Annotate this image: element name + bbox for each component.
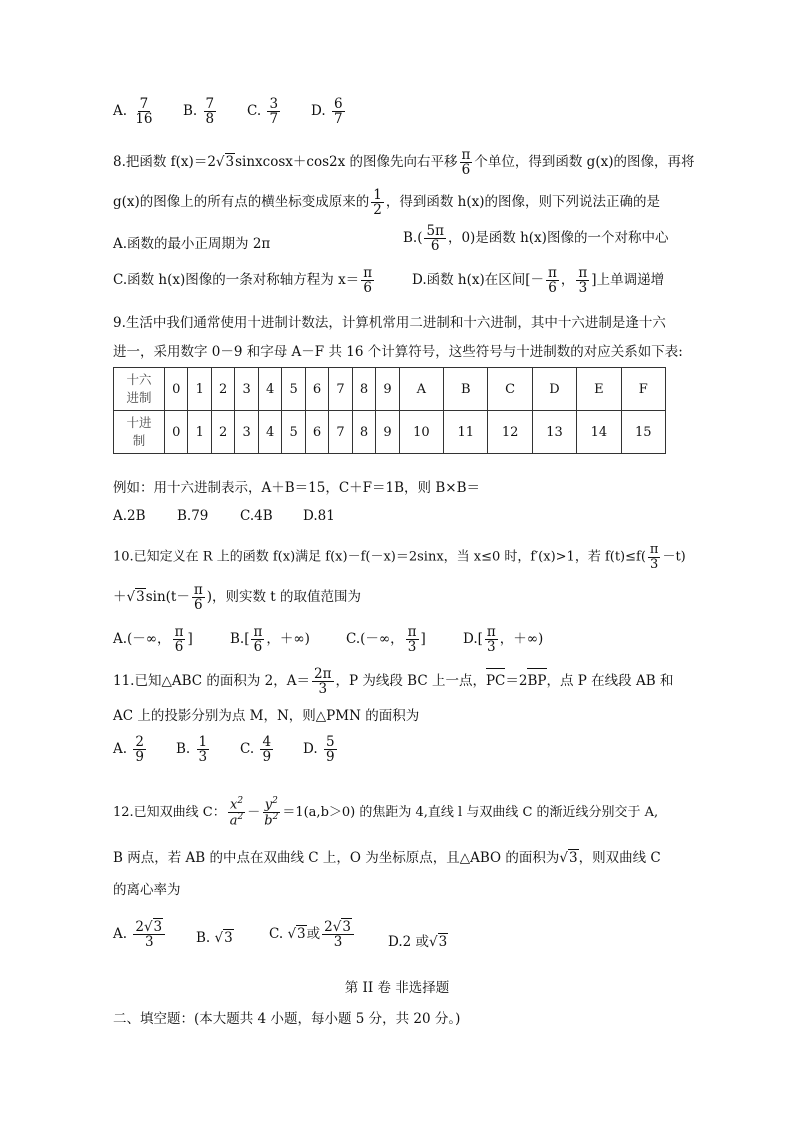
q10-l2-text-c: )，则实数 t 的取值范围为 — [206, 589, 361, 606]
q11-d-label: D. — [303, 741, 318, 758]
q10-l1-den: 3 — [650, 556, 659, 572]
q12-option-d — [388, 930, 448, 950]
q11-line-2: AC 上的投影分别为点 M，N，则△PMN 的面积为 — [113, 708, 420, 724]
q12-option-b — [196, 930, 234, 946]
q10-sqrt-radicand: 3 — [136, 589, 145, 606]
q10-c-fraction — [406, 625, 419, 654]
q12-c-fraction — [322, 920, 354, 949]
q12-l1-text-b: ＝1(a,b＞0) 的焦距为 4,直线 l 与双曲线 C 的渐近线分别交于 A, — [282, 804, 659, 820]
q8-text-c: 个单位，得到函数 g(x)的图像，再将 — [474, 154, 695, 171]
q10-option-c — [346, 625, 426, 654]
q11-b-den: 3 — [198, 749, 208, 766]
q12-c-radicand-2: 3 — [342, 919, 351, 935]
q10-c-num: π — [407, 624, 417, 640]
q12-b-var: b — [264, 813, 273, 829]
section-title: 第 II 卷 非选择题 — [344, 980, 450, 996]
dec-cell: 5 — [282, 411, 305, 454]
dec-cell: 8 — [352, 411, 375, 454]
q12-c-or: 或 — [306, 926, 321, 943]
q10-d-den: 3 — [487, 639, 496, 656]
q8-shift-den: 6 — [461, 162, 471, 179]
q12-a-var: a — [229, 813, 238, 829]
q12-b-label: B. — [196, 930, 215, 946]
dec-cell: 3 — [235, 411, 258, 454]
q12-c-radicand: 3 — [297, 926, 306, 943]
q10-line-2 — [113, 583, 361, 612]
q8-d-fraction-2 — [576, 266, 589, 295]
q10-a-post: ] — [187, 631, 193, 648]
q10-b-fraction — [251, 625, 264, 654]
q8-scale-num: 1 — [373, 187, 382, 203]
dec-cell: 11 — [444, 411, 488, 454]
hex-cell: F — [621, 368, 665, 411]
q11-b-fraction — [197, 735, 210, 764]
hex-header-line-2: 进制 — [126, 390, 152, 405]
dec-cell: 4 — [258, 411, 281, 454]
dec-cell: 9 — [376, 411, 399, 454]
dec-cell: 0 — [165, 411, 188, 454]
q12-b-exp: 2 — [272, 811, 279, 822]
q11-b-num: 1 — [198, 734, 208, 750]
q12-a-label: A. — [113, 926, 128, 943]
q8-l2-text-a: g(x)的图像上的所有点的横坐标变成原来的 — [113, 194, 370, 211]
hex-cell: D — [532, 368, 576, 411]
q8-option-d — [412, 266, 664, 295]
q10-b-num: π — [253, 624, 263, 640]
q12-a-fraction — [133, 920, 165, 949]
hex-cell: 5 — [282, 368, 305, 411]
q12-x-var: x — [229, 797, 238, 813]
dec-cell: 13 — [532, 411, 576, 454]
q8-c-num: π — [363, 265, 373, 281]
q12-x-exp: 2 — [237, 796, 244, 806]
q10-c-post: ] — [420, 631, 426, 648]
q11-d-fraction — [324, 735, 337, 764]
q10-l2-fraction — [192, 583, 205, 612]
q12-c-sqrt: √3 — [287, 926, 306, 943]
q10-l1-fraction — [648, 543, 661, 571]
q10-line-1 — [113, 543, 686, 571]
q11-a-num: 2 — [135, 734, 144, 750]
q9-option-b: B.79 — [177, 508, 209, 524]
q12-l2-text-b: ，则双曲线 C — [578, 850, 661, 866]
q10-sqrt: √3 — [126, 589, 145, 606]
q8-d-num-2: π — [578, 265, 588, 281]
q11-c-fraction — [260, 735, 273, 764]
q8-option-a: A.函数的最小正周期为 2π — [113, 236, 271, 252]
q8-sqrt-radicand: 3 — [225, 154, 235, 171]
q10-option-a — [113, 625, 193, 654]
hex-row — [114, 368, 666, 411]
q12-a-radicand: 3 — [153, 919, 163, 935]
q11-c-num: 4 — [262, 734, 272, 750]
q12-a-sqrt: √3 — [143, 919, 163, 935]
q7-a-fraction — [133, 97, 154, 126]
q7-option-a — [113, 97, 157, 126]
q11-a-den: 9 — [135, 749, 144, 766]
q7-a-den: 16 — [135, 111, 153, 128]
q12-l1-text-a: 12.已知双曲线 C： — [113, 804, 226, 820]
q11-option-c — [240, 735, 275, 764]
hex-cell: 0 — [165, 368, 188, 411]
q11-angle-num: 2π — [314, 666, 332, 682]
q9-line-1: 9.生活中我们通常使用十进制计数法，计算机常用二进制和十六进制，其中十六进制是逢十六 — [113, 315, 666, 331]
q8-line-1 — [113, 148, 694, 177]
q12-a-num — [133, 920, 165, 935]
q12-option-c — [269, 920, 356, 949]
q8-b-num: 5π — [426, 223, 444, 239]
q12-c-coef: 2 — [324, 919, 333, 935]
q7-option-b — [183, 97, 218, 126]
q8-text-a: 8.把函数 f(x)＝2 — [113, 154, 216, 171]
q10-l2-text-a: ＋ — [113, 589, 127, 606]
q11-l1-text-b: ，P 为线段 BC 上一点， — [335, 673, 486, 690]
hex-cell: C — [488, 368, 532, 411]
q10-b-pre: B.[ — [230, 631, 250, 648]
q10-l1-text-b: －t) — [662, 549, 686, 565]
q10-l2-den: 6 — [193, 597, 203, 614]
q7-c-den: 7 — [269, 111, 279, 128]
q8-l2-text-b: ，得到函数 h(x)的图像，则下列说法正确的是 — [385, 194, 661, 211]
q10-a-fraction — [173, 625, 186, 654]
dec-header-cell — [114, 411, 165, 454]
dec-cell: 1 — [188, 411, 211, 454]
dec-header-line-1: 十进 — [126, 415, 152, 430]
q11-d-den: 9 — [325, 749, 335, 766]
q12-y-fraction — [262, 797, 280, 828]
hex-cell: E — [577, 368, 621, 411]
q9-example: 例如：用十六进制表示，A＋B＝15，C＋F＝1B，则 B×B＝ — [113, 480, 480, 496]
dec-cell: 15 — [621, 411, 665, 454]
q12-c-den: 3 — [333, 934, 343, 951]
q7-c-num: 3 — [269, 96, 279, 112]
q12-option-a — [113, 920, 167, 949]
q10-b-den: 6 — [253, 639, 263, 656]
hex-cell: B — [444, 368, 488, 411]
q8-shift-num: π — [461, 147, 471, 163]
q10-a-den: 6 — [174, 639, 184, 656]
q10-c-pre: C.(－∞， — [346, 631, 404, 648]
q10-d-fraction — [485, 625, 498, 654]
q7-b-fraction — [204, 97, 217, 126]
dec-header-line-2: 制 — [132, 433, 146, 448]
q12-x-den — [228, 813, 246, 828]
q8-b-den: 6 — [430, 238, 440, 255]
q10-l2-num: π — [193, 582, 203, 598]
q12-x-fraction — [228, 797, 246, 828]
q12-area-radicand: 3 — [569, 850, 578, 866]
q12-l2-text-a: B 两点，若 AB 的中点在双曲线 C 上，O 为坐标原点，且△ABO 的面积为 — [113, 850, 560, 866]
hex-cell: 2 — [211, 368, 234, 411]
q7-d-den: 7 — [333, 111, 343, 128]
q7-option-c — [247, 97, 282, 126]
q8-c-den: 6 — [363, 280, 372, 297]
hex-cell: 3 — [235, 368, 258, 411]
q10-d-post: ，＋∞) — [499, 631, 544, 648]
q10-d-num: π — [486, 624, 496, 640]
dec-cell: 7 — [329, 411, 352, 454]
q8-b-post: ，0)是函数 h(x)图像的一个对称中心 — [447, 230, 669, 247]
q10-c-den: 3 — [407, 639, 417, 656]
q10-l2-text-b: sin(t－ — [145, 589, 190, 606]
q11-l1-eq: ＝2 — [505, 673, 528, 690]
hex-cell: 8 — [352, 368, 375, 411]
q12-area-sqrt: √3 — [559, 850, 578, 866]
q10-option-d — [463, 625, 543, 654]
q12-d-sqrt: √3 — [429, 934, 448, 950]
q12-x-num — [228, 797, 245, 813]
q12-a-coef: 2 — [135, 919, 144, 935]
hex-cell: 6 — [305, 368, 328, 411]
q8-option-b — [403, 224, 668, 253]
q12-y-num — [263, 797, 280, 813]
q10-l1-text-a: 10.已知定义在 R 上的函数 f(x)满足 f(x)－f(－x)＝2sinx，当 x≤0 时，f′(x)>1，若 f(t)≤f( — [113, 549, 646, 565]
q12-b-sqrt: √3 — [214, 930, 233, 946]
fill-in-heading: 二、填空题：(本大题共 4 小题，每小题 5 分，共 20 分。) — [113, 1011, 461, 1027]
q12-a-exp: 2 — [237, 811, 244, 822]
dec-cell: 2 — [211, 411, 234, 454]
q7-d-label: D. — [311, 103, 326, 120]
q8-d-pre: D.函数 h(x)在区间[－ — [412, 272, 545, 289]
q11-option-b — [176, 735, 211, 764]
q8-b-pre: B.( — [403, 230, 423, 247]
q12-y-var: y — [264, 797, 273, 813]
q8-d-num-1: π — [548, 265, 557, 281]
hex-cell: A — [399, 368, 443, 411]
q8-sqrt: √3 — [215, 154, 235, 171]
q8-scale-den: 2 — [373, 202, 382, 219]
q10-l1-num: π — [649, 542, 659, 557]
q8-d-post: ]上单调递增 — [591, 272, 665, 289]
q12-c-label: C. — [269, 926, 288, 943]
q8-text-b: sinxcosx＋cos2x 的图像先向右平移 — [235, 154, 458, 171]
dec-cell: 14 — [577, 411, 621, 454]
q12-c-num — [322, 920, 354, 935]
q9-option-d: D.81 — [303, 508, 335, 524]
dec-cell: 12 — [488, 411, 532, 454]
q7-b-den: 8 — [205, 111, 215, 128]
q11-option-d — [303, 735, 339, 764]
hex-cell: 7 — [329, 368, 352, 411]
q8-d-fraction-1 — [546, 266, 559, 295]
q11-vector-pc: PC — [485, 673, 506, 690]
q8-shift-fraction — [460, 148, 473, 177]
q7-d-fraction — [332, 97, 345, 126]
q8-c-pre: C.函数 h(x)图像的一条对称轴方程为 x＝ — [113, 272, 360, 289]
q10-d-pre: D.[ — [463, 631, 483, 648]
q8-scale-fraction — [371, 188, 384, 217]
q11-vector-bp: BP — [527, 673, 547, 690]
q12-b-radicand: 3 — [224, 930, 233, 946]
q7-a-label: A. — [113, 103, 128, 120]
q11-c-label: C. — [240, 741, 255, 758]
q11-d-num: 5 — [325, 734, 335, 750]
hex-header-cell — [114, 368, 165, 411]
hex-header-line-1: 十六 — [126, 372, 152, 387]
q12-minus: － — [247, 804, 261, 820]
dec-row — [114, 411, 666, 454]
q11-a-label: A. — [113, 741, 128, 758]
q11-l1-text-c: ，点 P 在线段 AB 和 — [546, 673, 674, 690]
dec-cell: 6 — [305, 411, 328, 454]
q9-option-a: A.2B — [113, 508, 146, 524]
q12-line-1 — [113, 797, 658, 828]
hex-cell: 1 — [188, 368, 211, 411]
q8-b-fraction — [424, 224, 445, 253]
q11-angle-fraction — [312, 667, 333, 696]
q12-y-den — [262, 813, 280, 828]
q12-line-2 — [113, 848, 661, 868]
q10-b-post: ，＋∞) — [266, 631, 310, 648]
q7-a-num: 7 — [139, 96, 149, 112]
q12-a-den: 3 — [144, 934, 154, 951]
q12-y-exp: 2 — [272, 796, 278, 806]
q8-option-c — [113, 266, 376, 295]
hex-decimal-table — [113, 367, 666, 454]
q7-c-label: C. — [247, 103, 262, 120]
q12-d-radicand: 3 — [438, 934, 448, 950]
q12-d-label: D.2 或 — [388, 934, 430, 950]
q11-b-label: B. — [176, 741, 191, 758]
q11-l1-text-a: 11.已知△ABC 的面积为 2，A＝ — [113, 673, 311, 690]
q7-b-label: B. — [183, 103, 198, 120]
q9-option-c: C.4B — [240, 508, 273, 524]
q8-c-fraction — [361, 266, 374, 295]
q12-c-sqrt-2: √3 — [332, 919, 351, 935]
q7-b-num: 7 — [205, 96, 215, 112]
q8-line-2 — [113, 188, 660, 217]
q11-a-fraction — [133, 735, 146, 764]
q11-line-1 — [113, 667, 673, 696]
q8-d-den-2: 3 — [578, 280, 588, 297]
q9-line-2: 进一，采用数字 0－9 和字母 A－F 共 16 个计算符号，这些符号与十进制数的对应关系如下表: — [113, 344, 683, 360]
q10-a-num: π — [174, 624, 184, 640]
q7-option-d — [311, 97, 347, 126]
hex-cell: 9 — [376, 368, 399, 411]
q10-a-pre: A.(－∞， — [113, 631, 171, 648]
q11-c-den: 9 — [262, 749, 272, 766]
q10-option-b — [230, 625, 310, 654]
q11-angle-den: 3 — [318, 681, 328, 698]
hex-cell: 4 — [258, 368, 281, 411]
q8-d-den-1: 6 — [548, 280, 557, 297]
q7-c-fraction — [267, 97, 280, 126]
q12-line-3: 的离心率为 — [113, 882, 181, 898]
q7-d-num: 6 — [333, 96, 343, 112]
q8-d-mid: ， — [560, 272, 575, 289]
q11-option-a — [113, 735, 148, 764]
dec-cell: 10 — [399, 411, 443, 454]
